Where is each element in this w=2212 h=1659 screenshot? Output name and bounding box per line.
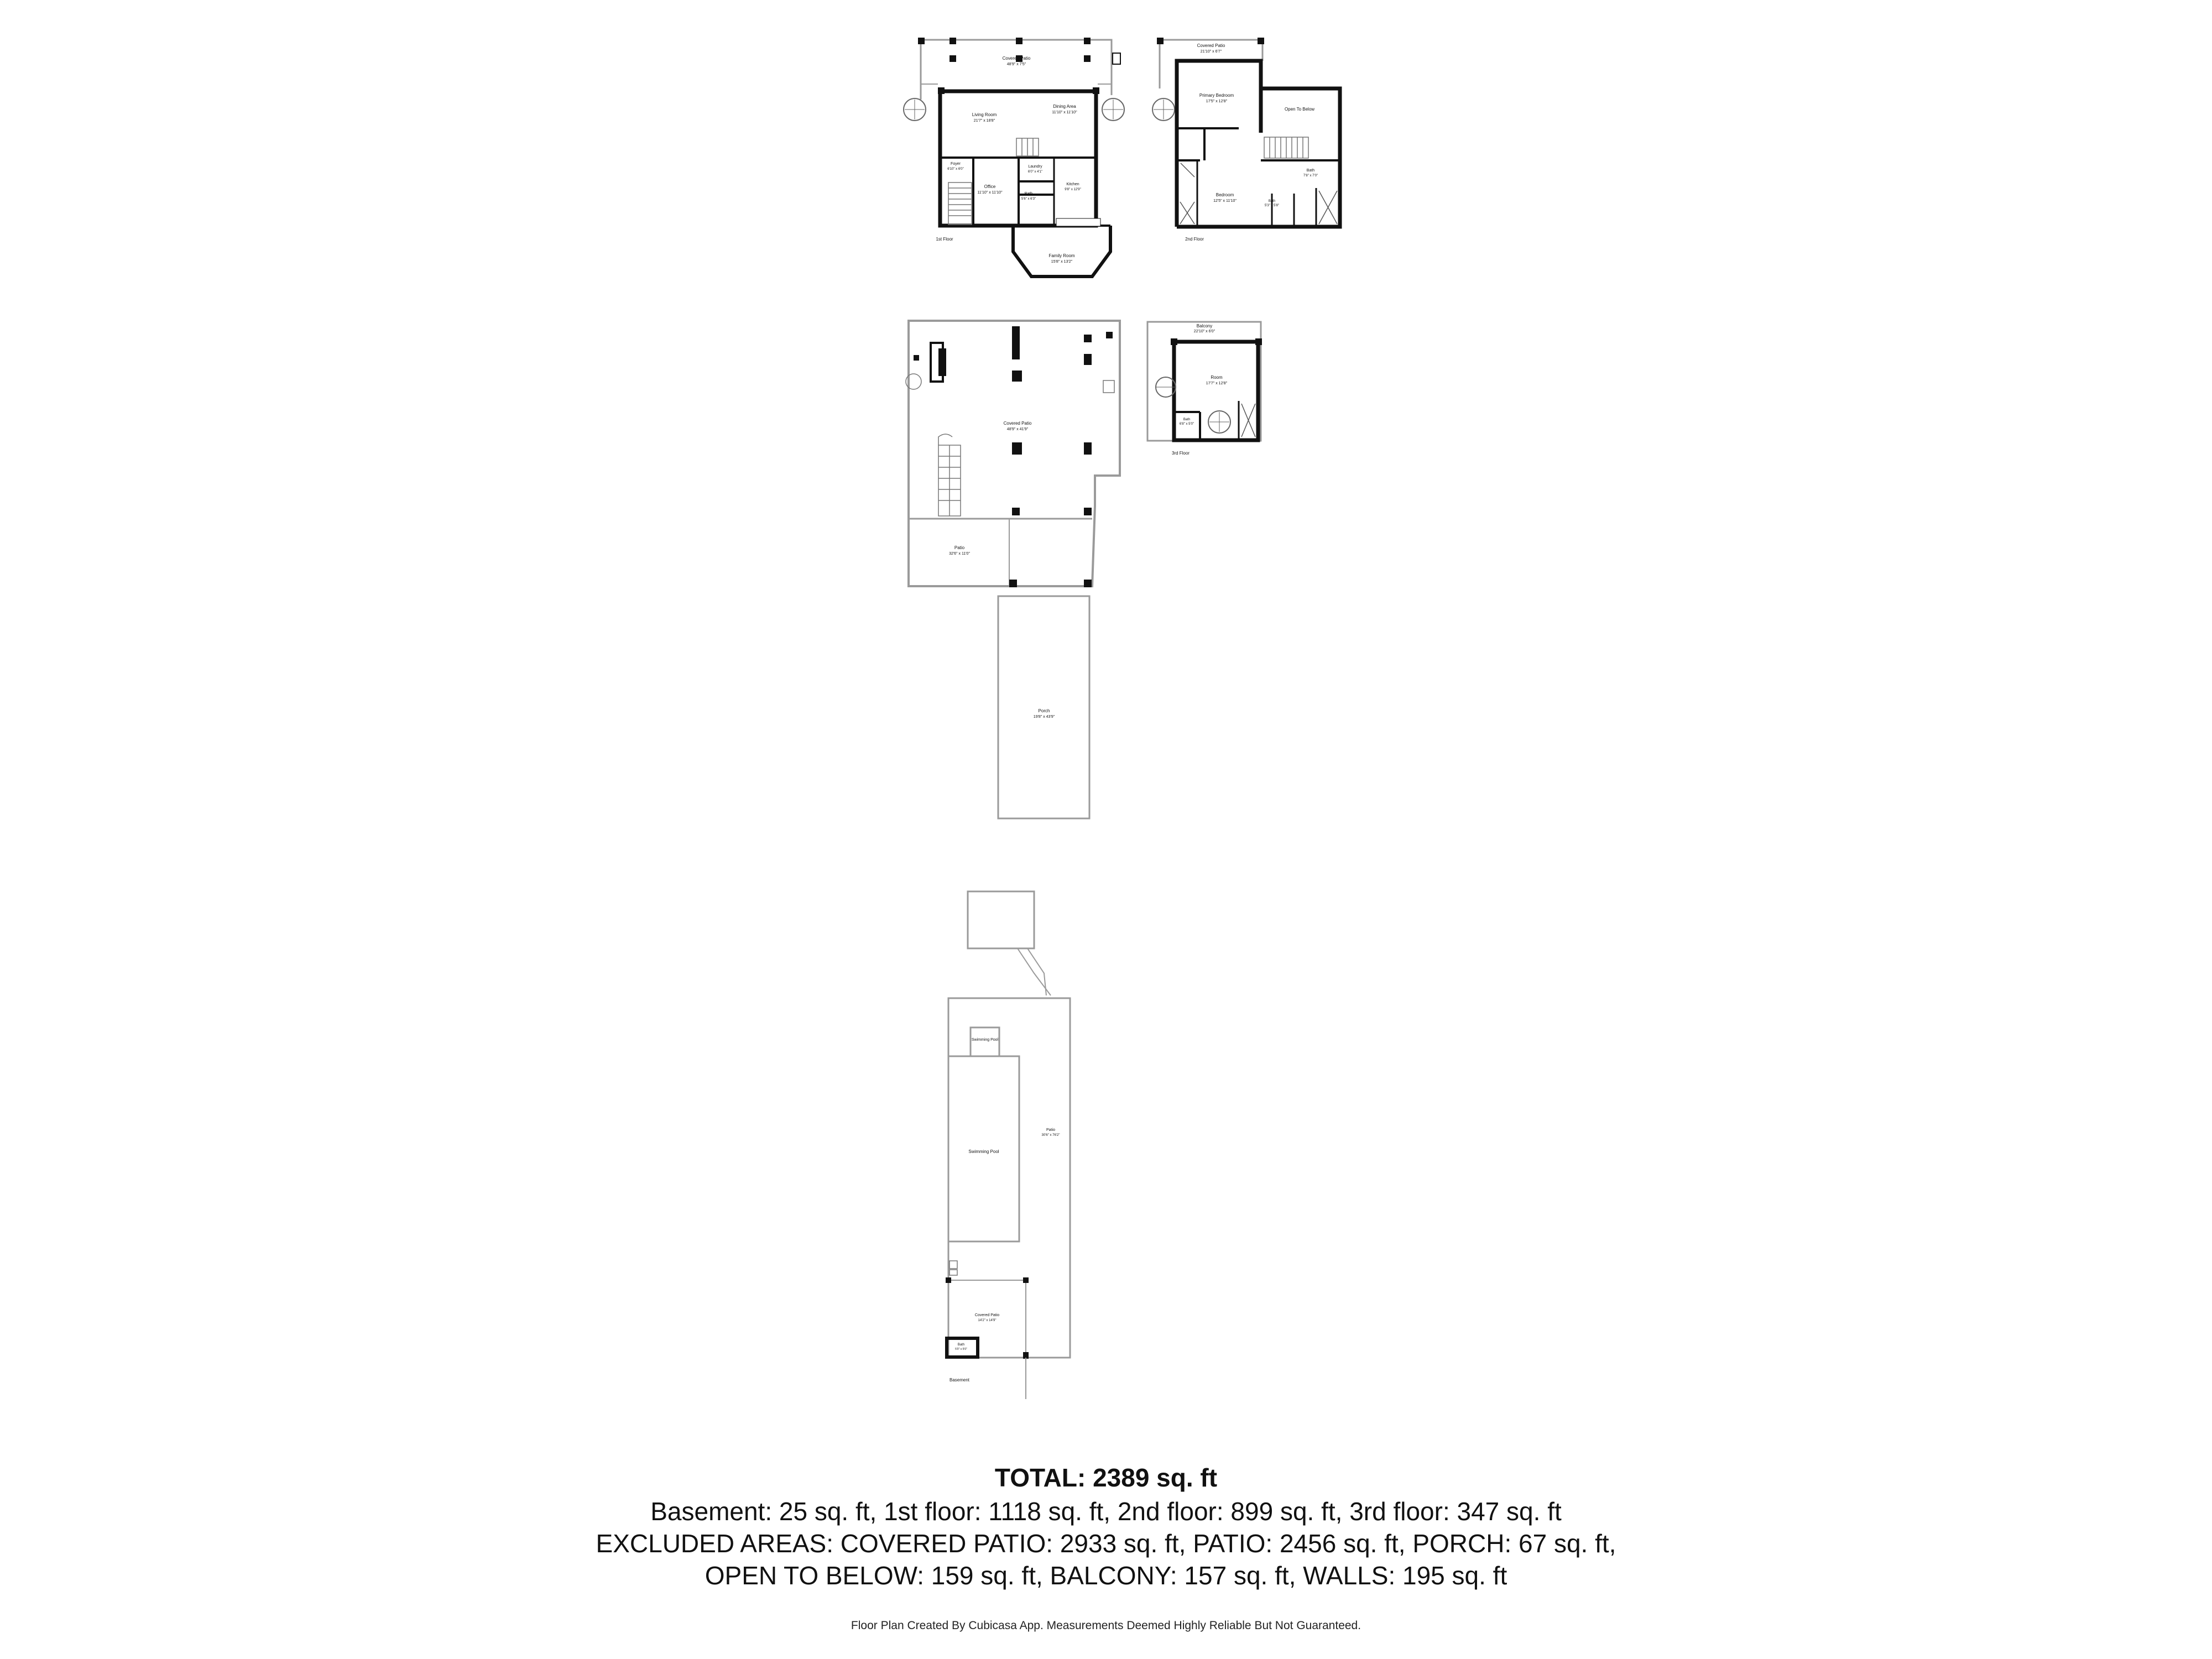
svg-text:5'3" x 5'8": 5'3" x 5'8" bbox=[1264, 204, 1280, 207]
basement-plan bbox=[946, 891, 1070, 1399]
svg-text:Balcony: Balcony bbox=[1196, 324, 1213, 328]
credit-note: Floor Plan Created By Cubicasa App. Measurements Deemed Highly Reliable But Not Guaranteed. bbox=[851, 1619, 1361, 1632]
svg-text:Laundry: Laundry bbox=[1028, 165, 1042, 169]
svg-text:5'0" x 5'0": 5'0" x 5'0" bbox=[955, 1348, 967, 1351]
floor-areas: Basement: 25 sq. ft, 1st floor: 1118 sq. ft, 2nd floor: 899 sq. ft, 3rd floor: 347 sq. ft bbox=[650, 1497, 1562, 1526]
floor-label-3rd: 3rd Floor bbox=[1171, 451, 1190, 456]
svg-text:7'8" x 7'0": 7'8" x 7'0" bbox=[1303, 174, 1318, 178]
svg-text:17'7" x 12'8": 17'7" x 12'8" bbox=[1206, 382, 1228, 385]
svg-text:19'8" x 43'9": 19'8" x 43'9" bbox=[1033, 715, 1055, 719]
svg-text:32'6" x 11'0": 32'6" x 11'0" bbox=[949, 552, 970, 556]
svg-text:Kitchen: Kitchen bbox=[1066, 182, 1079, 186]
svg-text:5'6" x 6'3": 5'6" x 6'3" bbox=[1021, 197, 1036, 201]
svg-text:17'5" x 12'8": 17'5" x 12'8" bbox=[1206, 100, 1228, 103]
excluded-areas-line-2: OPEN TO BELOW: 159 sq. ft, BALCONY: 157 sq. ft, WALLS: 195 sq. ft bbox=[705, 1561, 1507, 1590]
svg-text:Bedroom: Bedroom bbox=[1215, 192, 1234, 197]
svg-text:Room: Room bbox=[1211, 375, 1223, 380]
svg-text:12'5" x 11'10": 12'5" x 11'10" bbox=[1213, 199, 1237, 203]
svg-text:6'10" x 6'0": 6'10" x 6'0" bbox=[947, 168, 964, 171]
floor-label-1st: 1st Floor bbox=[936, 237, 953, 242]
room-labels bbox=[936, 43, 1318, 1383]
svg-text:Patio: Patio bbox=[954, 545, 965, 550]
floor-label-basement: Basement bbox=[949, 1378, 970, 1383]
svg-text:Open To Below: Open To Below bbox=[1284, 107, 1315, 112]
svg-text:15'8" x 13'2": 15'8" x 13'2" bbox=[1051, 260, 1073, 264]
svg-text:Family Room: Family Room bbox=[1048, 253, 1075, 258]
svg-text:48'9" x 41'9": 48'9" x 41'9" bbox=[1006, 427, 1029, 431]
svg-text:Living Room: Living Room bbox=[972, 112, 997, 117]
svg-text:11'10" x 11'10": 11'10" x 11'10" bbox=[977, 191, 1003, 195]
svg-text:Primary Bedroom: Primary Bedroom bbox=[1199, 93, 1234, 98]
svg-text:Bath: Bath bbox=[1024, 192, 1033, 196]
svg-text:9'8" x 12'9": 9'8" x 12'9" bbox=[1065, 188, 1081, 191]
second-floor-plan bbox=[1152, 38, 1340, 227]
excluded-areas-line-1: EXCLUDED AREAS: COVERED PATIO: 2933 sq. ft, PATIO: 2456 sq. ft, PORCH: 67 sq. ft, bbox=[596, 1529, 1616, 1558]
lower-level-plan bbox=[906, 321, 1120, 587]
svg-text:Bath: Bath bbox=[1183, 418, 1191, 421]
svg-text:21'7" x 18'8": 21'7" x 18'8" bbox=[973, 119, 995, 123]
svg-text:Bath: Bath bbox=[1268, 200, 1276, 203]
svg-text:Dining Area: Dining Area bbox=[1053, 104, 1076, 109]
svg-text:Bath: Bath bbox=[1306, 169, 1315, 173]
svg-text:Foyer: Foyer bbox=[951, 162, 961, 166]
porch-area bbox=[998, 596, 1089, 818]
svg-text:Covered Patio: Covered Patio bbox=[1197, 43, 1225, 48]
svg-text:Patio: Patio bbox=[1046, 1128, 1055, 1132]
svg-text:48'9" x 7'5": 48'9" x 7'5" bbox=[1006, 62, 1026, 66]
svg-text:11'10" x 11'10": 11'10" x 11'10" bbox=[1052, 111, 1077, 114]
svg-text:21'10" x 6'7": 21'10" x 6'7" bbox=[1200, 50, 1222, 54]
floor-label-2nd: 2nd Floor bbox=[1185, 237, 1204, 242]
svg-text:Porch: Porch bbox=[1038, 708, 1050, 713]
svg-text:Swimming Pool: Swimming Pool bbox=[971, 1038, 999, 1042]
svg-text:6'0" x 4'1": 6'0" x 4'1" bbox=[1027, 170, 1043, 174]
svg-text:22'10" x 6'0": 22'10" x 6'0" bbox=[1193, 330, 1215, 333]
svg-text:14'2" x 14'9": 14'2" x 14'9" bbox=[978, 1319, 997, 1322]
svg-text:30'6" x 76'2": 30'6" x 76'2" bbox=[1041, 1134, 1060, 1137]
total-area: TOTAL: 2389 sq. ft bbox=[994, 1463, 1218, 1492]
svg-text:Covered Patio: Covered Patio bbox=[1003, 421, 1032, 426]
svg-text:Office: Office bbox=[984, 184, 996, 189]
third-floor-plan bbox=[1147, 322, 1262, 441]
svg-text:Swimming Pool: Swimming Pool bbox=[968, 1149, 999, 1154]
svg-text:6'8" x 5'0": 6'8" x 5'0" bbox=[1179, 422, 1194, 426]
svg-text:Bath: Bath bbox=[957, 1343, 965, 1347]
label-covered-patio-1f: Covered Patio bbox=[1002, 56, 1031, 61]
svg-text:Covered Patio: Covered Patio bbox=[974, 1313, 1000, 1317]
